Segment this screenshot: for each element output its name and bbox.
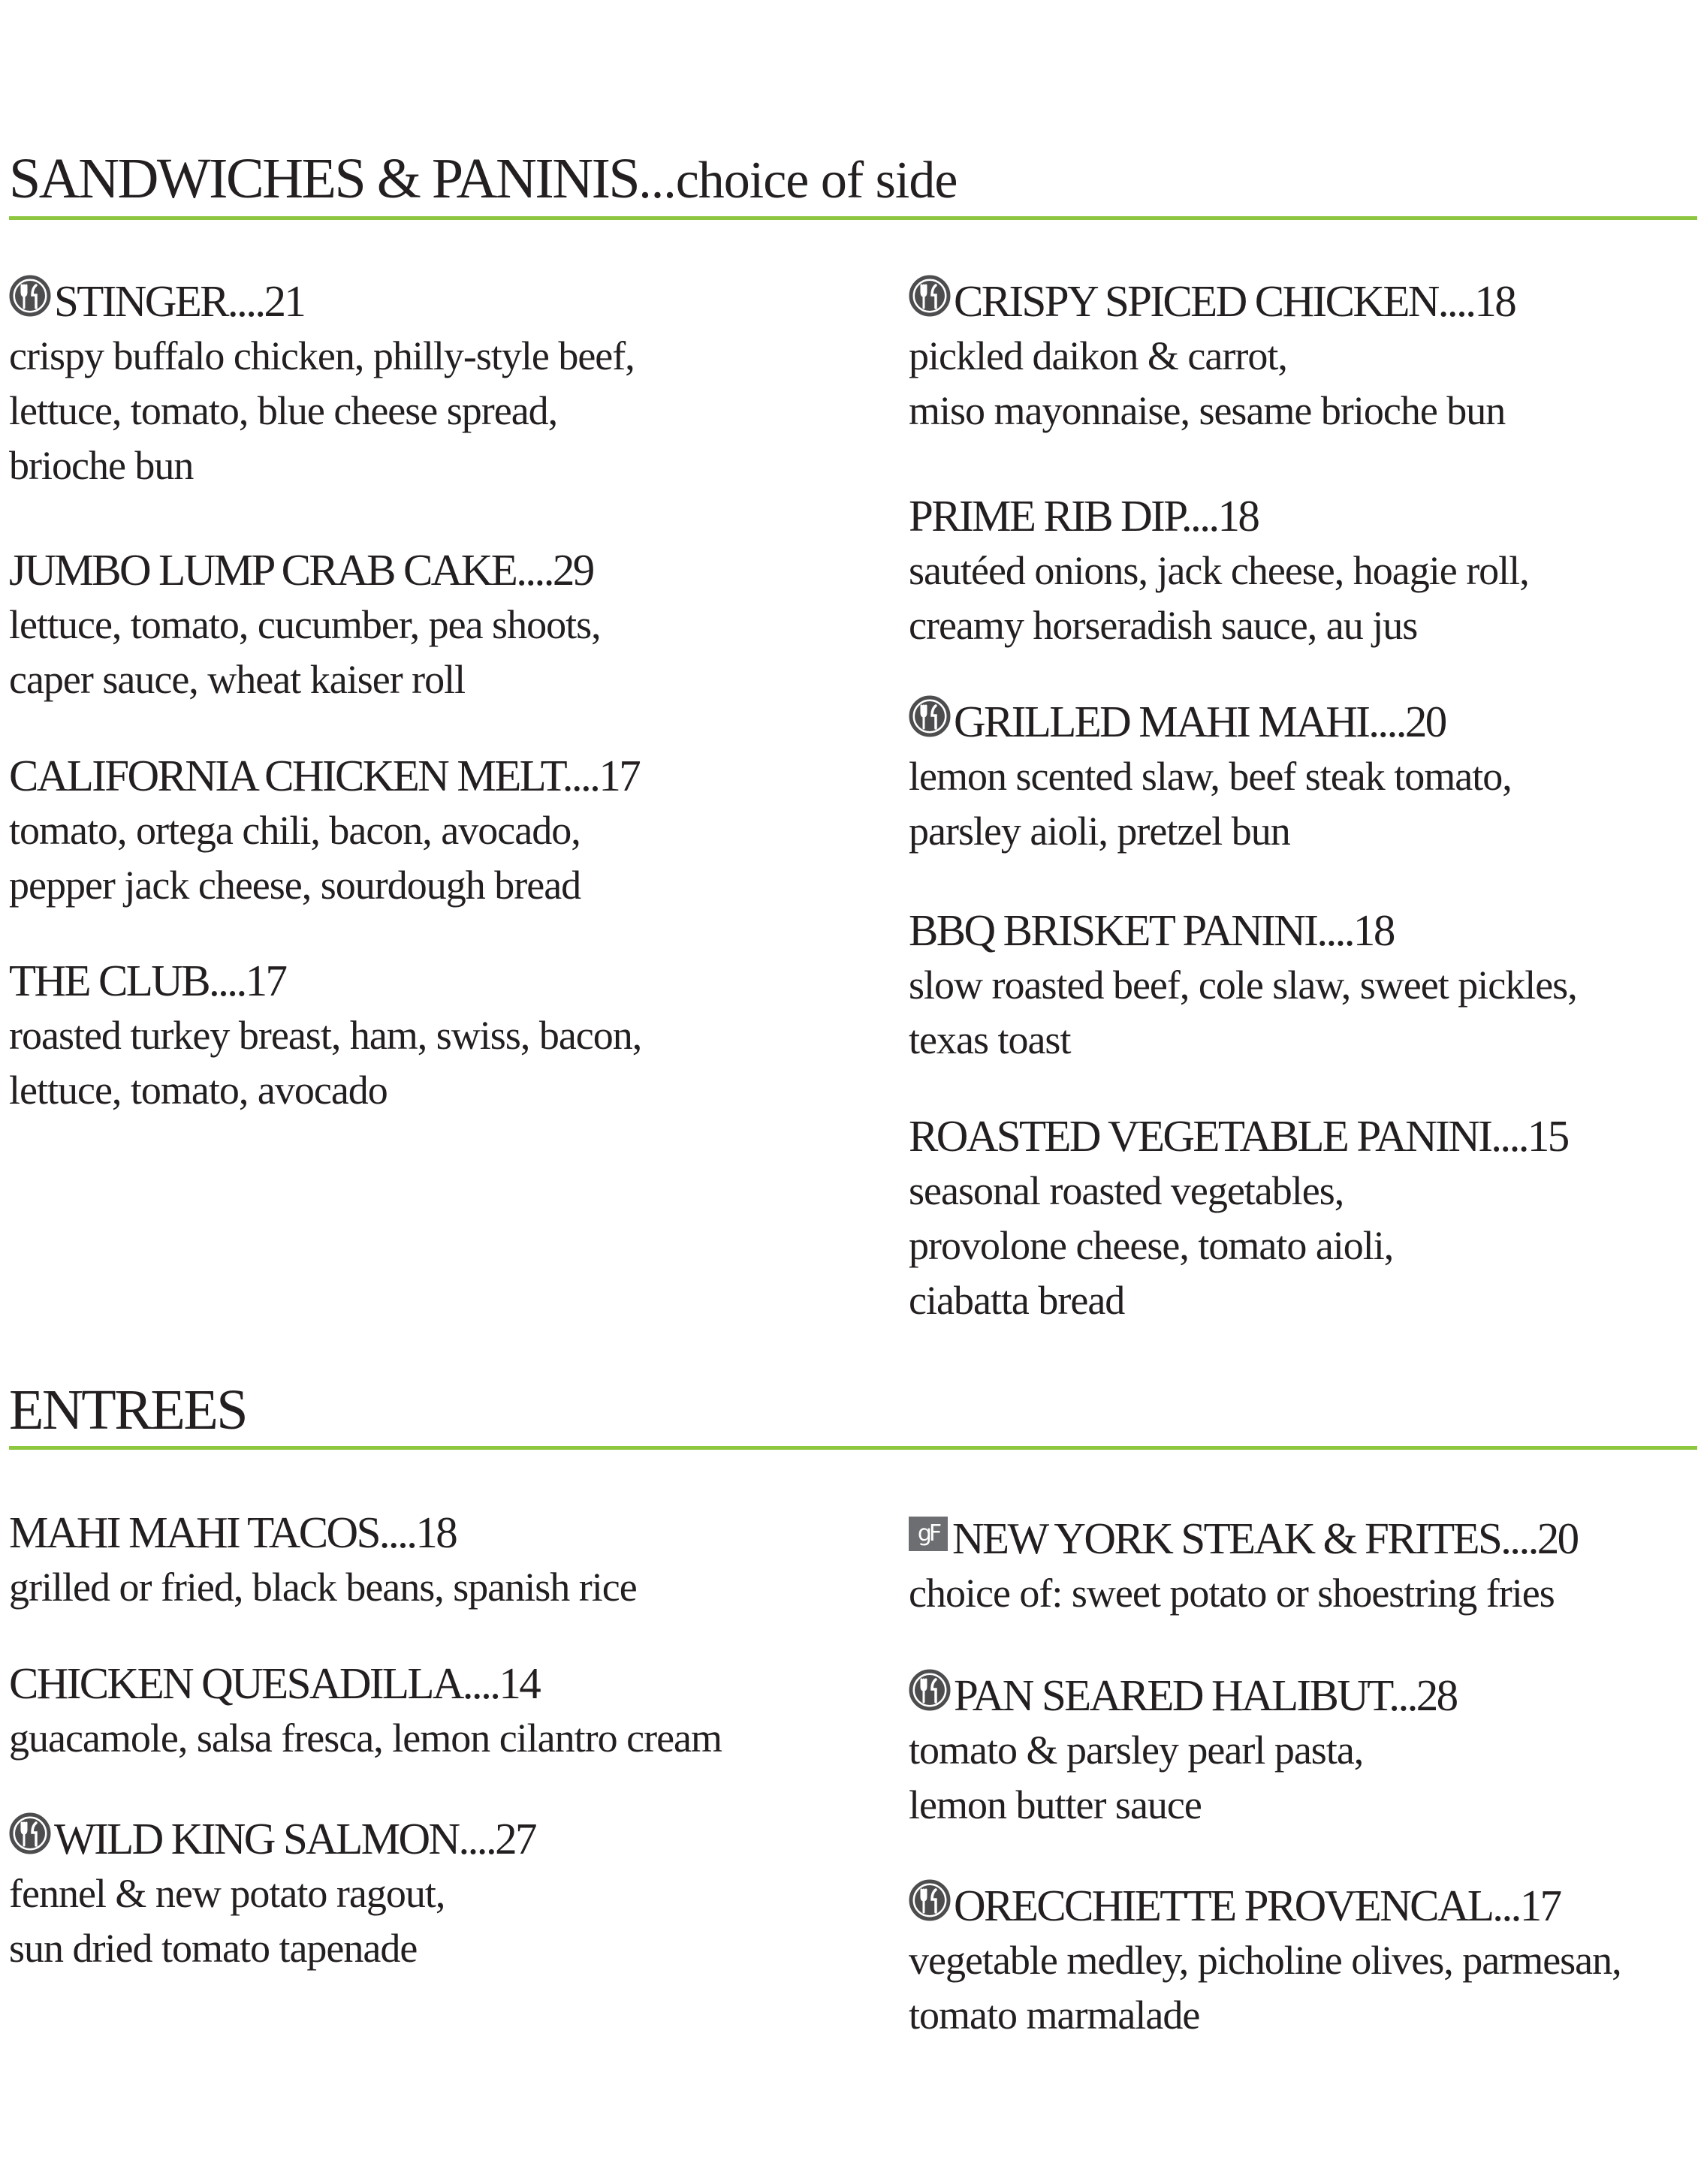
item-description: seasonal roasted vegetables, provolone cheese, tomato aioli, ciabatta bread [909, 1168, 1394, 1323]
gluten-free-icon: gF [909, 1517, 948, 1551]
item-name: STINGER....21 [54, 276, 305, 326]
item-name: CALIFORNIA CHICKEN MELT....17 [9, 751, 640, 800]
healthy-choice-icon [9, 275, 51, 317]
menu-item [909, 1668, 1707, 1833]
item-description: sautéed onions, jack cheese, hoagie roll, creamy horseradish sauce, au jus [909, 548, 1529, 648]
item-description: crispy buffalo chicken, philly-style beef, lettuce, tomato, blue cheese spread, brioche bun [9, 333, 635, 488]
item-name: CRISPY SPICED CHICKEN....18 [954, 276, 1515, 326]
healthy-choice-icon [9, 1812, 51, 1854]
menu-item [9, 1656, 835, 1766]
menu-item [9, 274, 835, 493]
item-description: lettuce, tomato, cucumber, pea shoots, caper sauce, wheat kaiser roll [9, 602, 601, 702]
section-heading-entrees [9, 1378, 1697, 1450]
item-name: PRIME RIB DIP....18 [909, 491, 1259, 541]
item-name: MAHI MAHI TACOS....18 [9, 1508, 457, 1557]
item-name: PAN SEARED HALIBUT...28 [954, 1670, 1457, 1720]
menu-item [909, 903, 1707, 1068]
menu-item [909, 694, 1707, 859]
menu-item [9, 543, 835, 707]
menu-item [909, 1109, 1707, 1328]
healthy-choice-icon [909, 275, 951, 317]
item-description: guacamole, salsa fresca, lemon cilantro cream [9, 1716, 722, 1761]
item-description: tomato, ortega chili, bacon, avocado, pepper jack cheese, sourdough bread [9, 808, 581, 908]
item-description: lemon scented slaw, beef steak tomato, parsley aioli, pretzel bun [909, 754, 1512, 854]
section-title: ENTREES [9, 1378, 247, 1441]
item-description: grilled or fried, black beans, spanish rice [9, 1565, 637, 1610]
menu-item [909, 489, 1707, 653]
item-description: vegetable medley, picholine olives, parmesan, tomato marmalade [909, 1938, 1621, 2038]
item-description: roasted turkey breast, ham, swiss, bacon, lettuce, tomato, avocado [9, 1013, 642, 1113]
healthy-choice-icon [909, 1879, 951, 1921]
item-name: GRILLED MAHI MAHI....20 [954, 697, 1446, 746]
menu-item [9, 749, 835, 913]
item-name: CHICKEN QUESADILLA....14 [9, 1658, 540, 1708]
menu-item [9, 1505, 835, 1615]
item-name: BBQ BRISKET PANINI....18 [909, 905, 1394, 955]
section-subtitle: ...choice of side [638, 152, 958, 209]
item-description: pickled daikon & carrot, miso mayonnaise, sesame brioche bun [909, 333, 1506, 433]
item-description: slow roasted beef, cole slaw, sweet pickles, texas toast [909, 962, 1577, 1062]
item-description: fennel & new potato ragout, sun dried tomato tapenade [9, 1871, 445, 1971]
item-name: WILD KING SALMON....27 [54, 1814, 535, 1863]
item-name: NEW YORK STEAK & FRITES....20 [952, 1514, 1578, 1563]
menu-item [909, 1511, 1707, 1621]
menu-item [9, 1812, 835, 1976]
healthy-choice-icon [909, 1669, 951, 1711]
section-title: SANDWICHES & PANINIS [9, 147, 639, 210]
item-name: JUMBO LUMP CRAB CAKE....29 [9, 545, 593, 595]
healthy-choice-icon [909, 695, 951, 737]
item-name: THE CLUB....17 [9, 956, 286, 1005]
menu-item [9, 953, 835, 1118]
item-description: tomato & parsley pearl pasta, lemon butter sauce [909, 1728, 1364, 1827]
item-name: ORECCHIETTE PROVENCAL...17 [954, 1881, 1561, 1930]
section-heading-sandwiches [9, 147, 1697, 220]
item-description: choice of: sweet potato or shoestring fries [909, 1571, 1555, 1616]
menu-item [909, 1878, 1707, 2043]
item-name: ROASTED VEGETABLE PANINI....15 [909, 1111, 1568, 1161]
menu-item [909, 274, 1707, 438]
